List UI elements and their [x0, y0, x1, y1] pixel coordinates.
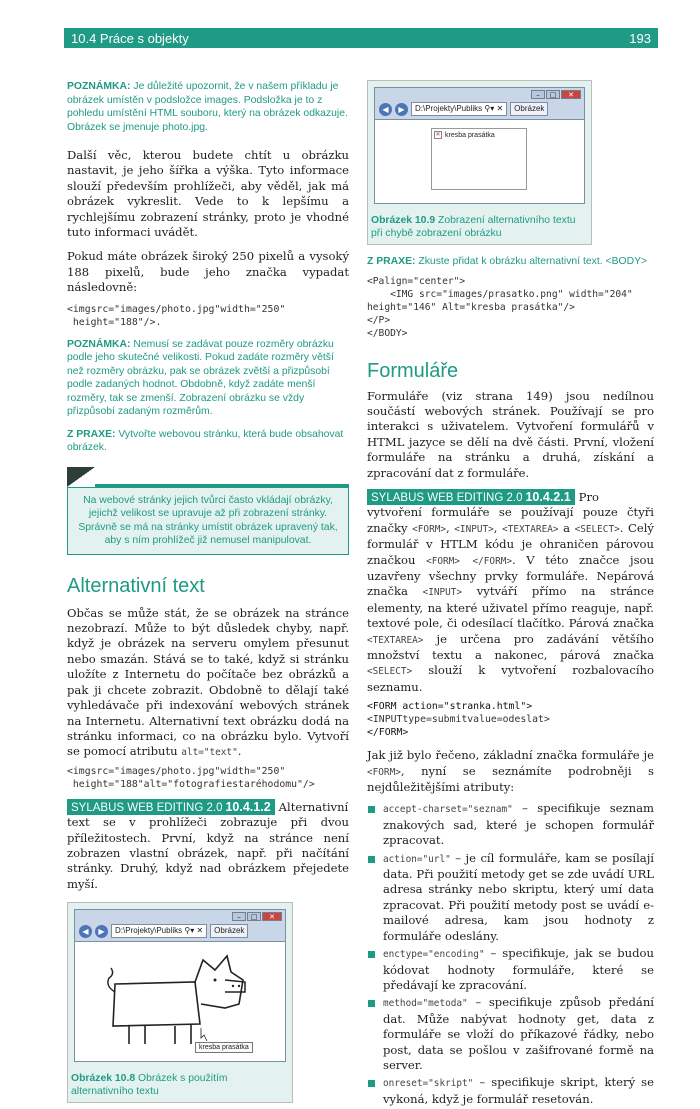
- alt-tooltip: kresba prasátka: [195, 1042, 253, 1053]
- figure-10-8-caption: Obrázek 10.8 Obrázek s použitím alternativního textu: [71, 1073, 228, 1098]
- address-bar[interactable]: D:\Projekty\Publiks ⚲▾ ✕: [111, 924, 207, 938]
- right-column: [367, 80, 654, 1109]
- paragraph-form-tags: SYLABUS WEB EDITING 2.0 10.4.2.1 Pro vytvoření formuláře se používají pouze čtyři značky <FORM>, <INPUT>, <TEXTAREA> a <SELECT>. Celý formulář v HTLM kódu je ohraničen párovou značkou <FORM> </FORM>. V této značce jsou uzavřeny všechny prvky formuláře. Nepárová značka <INPUT> vytváří přímo na stránce elementy, na které uživatel přímo reaguje, např. textové pole, či odesílací tlačítko. Párová značka <TEXTAREA> je určena pro zadávání většího množství textu a nakonec, párová značka <SELECT> slouží k vytvoření rozbalovacího seznamu.: [367, 489, 654, 694]
- alt-text-display: kresba prasátka: [445, 131, 495, 139]
- paragraph-forms-intro: Formuláře (viz strana 149) jsou nedílnou součástí webových stránek. Používají se pro interakci s uživatelem. Vytvoření formulářů v HTML jazyce se dělí na dvě části. První, vložení formuláře na stránku a druhá, získání a zpracování dat z formuláře.: [367, 388, 654, 480]
- attribute-list: [367, 801, 654, 1107]
- browser-window: [374, 87, 585, 204]
- paragraph-size-example: Pokud máte obrázek široký 250 pixelů a vysoký 188 pixelů, bude jeho značka vypadat následovně:: [67, 249, 349, 295]
- page-viewport: [75, 941, 285, 1061]
- figure-10-9: [367, 80, 592, 245]
- practice-create-page: Z PRAXE: Vytvořte webovou stránku, která bude obsahovat obrázek.: [67, 428, 344, 454]
- list-item: accept-charset="seznam" – specifikuje seznam znakových sad, které je schopen formulář zpracovat.: [367, 801, 654, 848]
- note-images-folder: POZNÁMKA: Je důležité upozornit, že v našem příkladu je obrázek umístěn v podsložce images. Podsložka je to z pohledu umístění HTML souboru, který na obrázek odkazuje. Obrázek se jmenuje photo.jpg.: [67, 81, 348, 133]
- list-item: action="url" – je cíl formuláře, kam se posílají data. Při použití metody get se zde uvádí URL adresa stránky nebo skriptu, který umí data zpracovat. Při použití metody post se uvádí e-mailové adresa, kam jsou hodnoty z formuláře odeslány.: [367, 851, 654, 944]
- paragraph-alt-display: SYLABUS WEB EDITING 2.0 10.4.1.2 Alternativní text se v prohlížeči zobrazuje při dvou příležitostech. První, když na stránce není zobrazen vlastní obrázek, např. při načítání stránky. Druhý, když nad obrázkem přejedete myší.: [67, 799, 349, 891]
- tip-box: [67, 467, 349, 555]
- syllabus-badge: SYLABUS WEB EDITING 2.0 10.4.2.1: [367, 489, 575, 505]
- section-title: 10.4 Práce s objekty: [71, 30, 189, 46]
- paragraph-size: Další věc, kterou budete chtít u obrázku nastavit, je jeho šířka a výška. Tyto informace slouží především prohlížeči, aby věděl, jak má obrázek vykreslit. Vede to k lepšímu a rychlejšímu zobrazení stránky, proto je vhodné tuto informaci uvádět.: [67, 148, 349, 240]
- left-column: [67, 80, 349, 1103]
- tip-flag-icon: [67, 467, 95, 487]
- paragraph-alt-text: Občas se může stát, že se obrázek na stránce nezobrazí. Může to být důsledek chyby, např. když je obrázek na serveru omylem přesunut nebo smazán. Stává se to také, když si stránku uložíte z Internetu do počítače bez obrázků a pak ji chcete zobrazit. Obdobně to dělají také vyhledávače při indexování webových stránek na Internetu. Alternativní text obrázku dodá na stránku informaci, co na obrázku bylo. Vytvoří se pomocí atributu alt="text".: [67, 605, 349, 759]
- figure-10-8: [67, 902, 293, 1103]
- minimize-icon[interactable]: –: [232, 912, 246, 921]
- address-bar[interactable]: D:\Projekty\Publiks ⚲▾ ✕: [411, 102, 507, 116]
- minimize-icon[interactable]: –: [531, 90, 545, 99]
- back-icon[interactable]: ◀: [79, 925, 92, 938]
- broken-image-icon: ✕: [435, 132, 441, 138]
- paragraph-form-attributes: Jak již bylo řečeno, základní značka formuláře je <FORM>, nyní se seznámíte podrobněji s nejdůležitějšími atributy:: [367, 748, 654, 795]
- syllabus-badge: SYLABUS WEB EDITING 2.0 10.4.1.2: [67, 799, 275, 815]
- maximize-icon[interactable]: □: [546, 90, 560, 99]
- list-item: onreset="skript" – specifikuje skript, který se vykoná, když je formulář resetován.: [367, 1075, 654, 1107]
- code-form-example: <FORM action="stranka.html"> <INPUTtype=submitvalue=odeslat> </FORM>: [367, 701, 550, 739]
- running-header: [64, 28, 658, 48]
- close-icon[interactable]: ✕: [561, 90, 581, 99]
- window-controls: [232, 912, 282, 921]
- pig-drawing: [75, 942, 287, 1062]
- code-img-size: <imgsrc="images/photo.jpg"width="250" height="188"/>.: [67, 303, 286, 328]
- browser-window: [74, 909, 286, 1062]
- close-icon[interactable]: ✕: [262, 912, 282, 921]
- heading-alt-text: Alternativní text: [67, 574, 205, 597]
- broken-image-box: [431, 128, 527, 190]
- practice-alt-text: Z PRAXE: Zkuste přidat k obrázku alternativní text. <BODY>: [367, 256, 648, 267]
- list-item: enctype="encoding" – specifikuje, jak se budou kódovat hodnoty formuláře, které se předávají ke zpracování.: [367, 946, 654, 993]
- note-dimensions: POZNÁMKA: Nemusí se zadávat pouze rozměry obrázku podle jeho skutečné velikosti. Pokud zadáte rozměry větší než rozměry obrázku, pak se obrázek zvětší a přizpůsobí podle zadaných hodnot. Obdobně, když zadáte menší rozměry, tak se zmenší. Zobrazení obrázku se vždy přizpůsobí zadaným rozměrům.: [67, 338, 334, 418]
- code-alt-example: <Palign="center"> <IMG src="images/prasatko.png" width="204" height="146" Alt="kresba prasátka"/> </P> </BODY>: [367, 275, 633, 339]
- back-icon[interactable]: ◀: [379, 103, 392, 116]
- code-img-alt: <imgsrc="images/photo.jpg"width="250" height="188"alt="fotografiestaréhodomu"/>: [67, 765, 315, 790]
- page-viewport: [375, 119, 584, 203]
- browser-tab[interactable]: Obrázek: [210, 924, 248, 938]
- heading-forms: Formuláře: [367, 359, 459, 382]
- window-controls: [531, 90, 581, 99]
- forward-icon[interactable]: ▶: [95, 925, 108, 938]
- maximize-icon[interactable]: □: [247, 912, 261, 921]
- forward-icon[interactable]: ▶: [395, 103, 408, 116]
- figure-10-9-caption: Obrázek 10.9 Zobrazení alternativního textu při chybě zobrazení obrázku: [371, 215, 576, 239]
- page-number: 193: [629, 30, 651, 46]
- browser-tab[interactable]: Obrázek: [510, 102, 548, 116]
- tip-text: Na webové stránky jejich tvůrci často vkládají obrázky, jejichž velikost se upravuje až při zobrazení stránky. Správně se má na stránky umístit obrázek upravený tak, aby s ním prohlížeč již nemusel manipulovat.: [67, 487, 349, 555]
- list-item: method="metoda" – specifikuje způsob předání dat. Může nabývat hodnoty get, data z formuláře se vloží do příkazové řádky, nebo post, data se pošlou v zašifrované formě na server.: [367, 995, 654, 1073]
